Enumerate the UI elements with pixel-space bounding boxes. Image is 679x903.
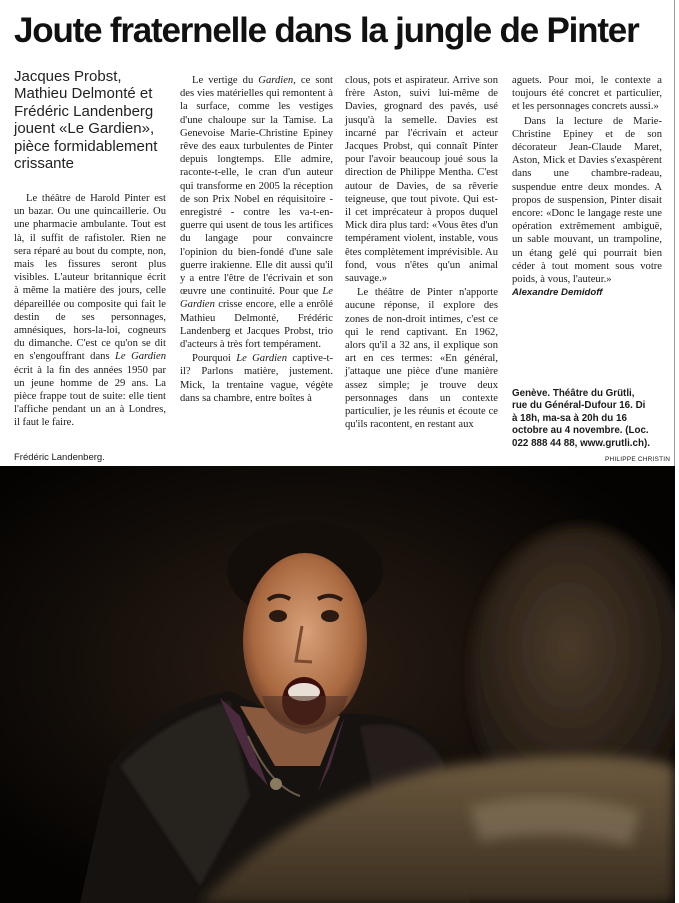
paragraph: aguets. Pour moi, le contexte a toujours été concret et particulier, et les personnages concrets aussi.» (512, 75, 662, 113)
paragraph: Le théâtre de Harold Pinter est un bazar. Ou une quincaillerie. Ou une pharmacie ambulante. Tout est là, il suffit de rafistoler. Rien ne sera réparé au bout du compte, non, mais les fissures seront plus visibles. L'auteur britannique écrit à même la matière des jours, celle dépareillée ou composite qui fait le destin de ses personnages, amnésiques, hors-la-loi, cogneurs du dimanche. C'est ce qu'on se dit en s'engouffrant dans Le Gardien écrit à la fin des années 1950 par un jeune homme de 29 ans. La pièce frappe tout de suite: elle tient l'affiche pendant un an à Londres, il faut le faire. (14, 193, 166, 429)
photo-caption: Frédéric Landenberg. (14, 452, 105, 463)
stage-photo (0, 466, 675, 903)
article-column-2 (180, 74, 333, 405)
paragraph: Pourquoi Le Gardien captive-t-il? Parlons matière, justement. Mick, la trentaine vague, végète dans sa chambre, entre boîtes à (180, 353, 333, 404)
article-column-3 (345, 74, 498, 431)
paragraph: Le théâtre de Pinter n'apporte aucune réponse, il explore des zones de non-droit intimes, c'est ce qui le rend captivant. En 1962, alors qu'il a 32 ans, il explique son art en ces termes: «En général, j'attaque une pièce d'une manière assez simple; je trouve deux personnages dans un contexte particulier, je les réunis et écoute ce qu'ils racontent, en restant aux (345, 287, 498, 431)
article-column-1 (14, 192, 166, 430)
paragraph: Dans la lecture de Marie-Christine Epiney et de son décorateur Jean-Claude Maret, Aston, Mick et Davies s'exaspèrent dans une chambre-radeau, suspendue entre deux mondes. A propos de suspension, Pinter disait encore: «Donc le langage reste une opération extrêmement ambiguë, un sable mouvant, un trampoline, un étang gelé qui pourrait bien céder à tout moment sous votre poids, à vous, l'auteur.» (512, 115, 662, 286)
paragraph: clous, pots et aspirateur. Arrive son frère Aston, suivi lui-même de Davies, grognard des pavés, usé jusqu'à la semelle. Davies est incarné par l'écrivain et acteur Jacques Probst, qui connaît Pinter pour l'avoir beaucoup joué sous la direction de Philippe Mentha. C'est autour de Davies, de sa rêverie teigneuse, que tout pivote. Qui est-il cet imprécateur à propos duquel Mick dira plus tard: «Vous êtes d'un tempérament violent, instable, vous êtes complètement imprévisible. Au fond, vous n'êtes qu'un animal sauvage.» (345, 75, 498, 285)
photo-credit: PHILIPPE CHRISTIN (605, 456, 671, 463)
venue-info-box: Genève. Théâtre du Grütli, rue du Général-Dufour 16. Di à 18h, ma-sa à 20h du 16 octobre au 4 novembre. (Loc. 022 888 44 88, www.grutli.ch). (512, 388, 650, 449)
paragraph: Le vertige du Gardien, ce sont des vies matérielles qui remontent à la surface, comme les vestiges d'une chaloupe sur la Tamise. La Genevoise Marie-Christine Epiney rêve des eaux turbulentes de Pinter depuis longtemps. Elle admire, raconte-t-elle, le cran d'un auteur qui transforme en 2005 la réception de son Prix Nobel en réquisitoire - enregistré - contre les va-t-en-guerre qui usent de tous les artifices du langage pour convaincre l'opinion du bien-fondé d'une sale guerre irakienne. Elle dit aussi qu'il y a entre l'être de l'écrivain et son œuvre une continuité. Pour que Le Gardien crisse encore, elle a enrôlé Mathieu Delmonté, Frédéric Landenberg et Jacques Probst, trio d'acteurs à très fort tempérament. (180, 75, 334, 351)
stage-photo-image (0, 466, 675, 903)
author-signature: Alexandre Demidoff (512, 287, 603, 299)
headline: Joute fraternelle dans la jungle de Pinter (14, 11, 639, 50)
article-column-4 (512, 74, 662, 299)
lead-paragraph: Jacques Probst, Mathieu Delmonté et Frédéric Landenberg jouent «Le Gardien», pièce formidablement crissante (14, 68, 158, 173)
